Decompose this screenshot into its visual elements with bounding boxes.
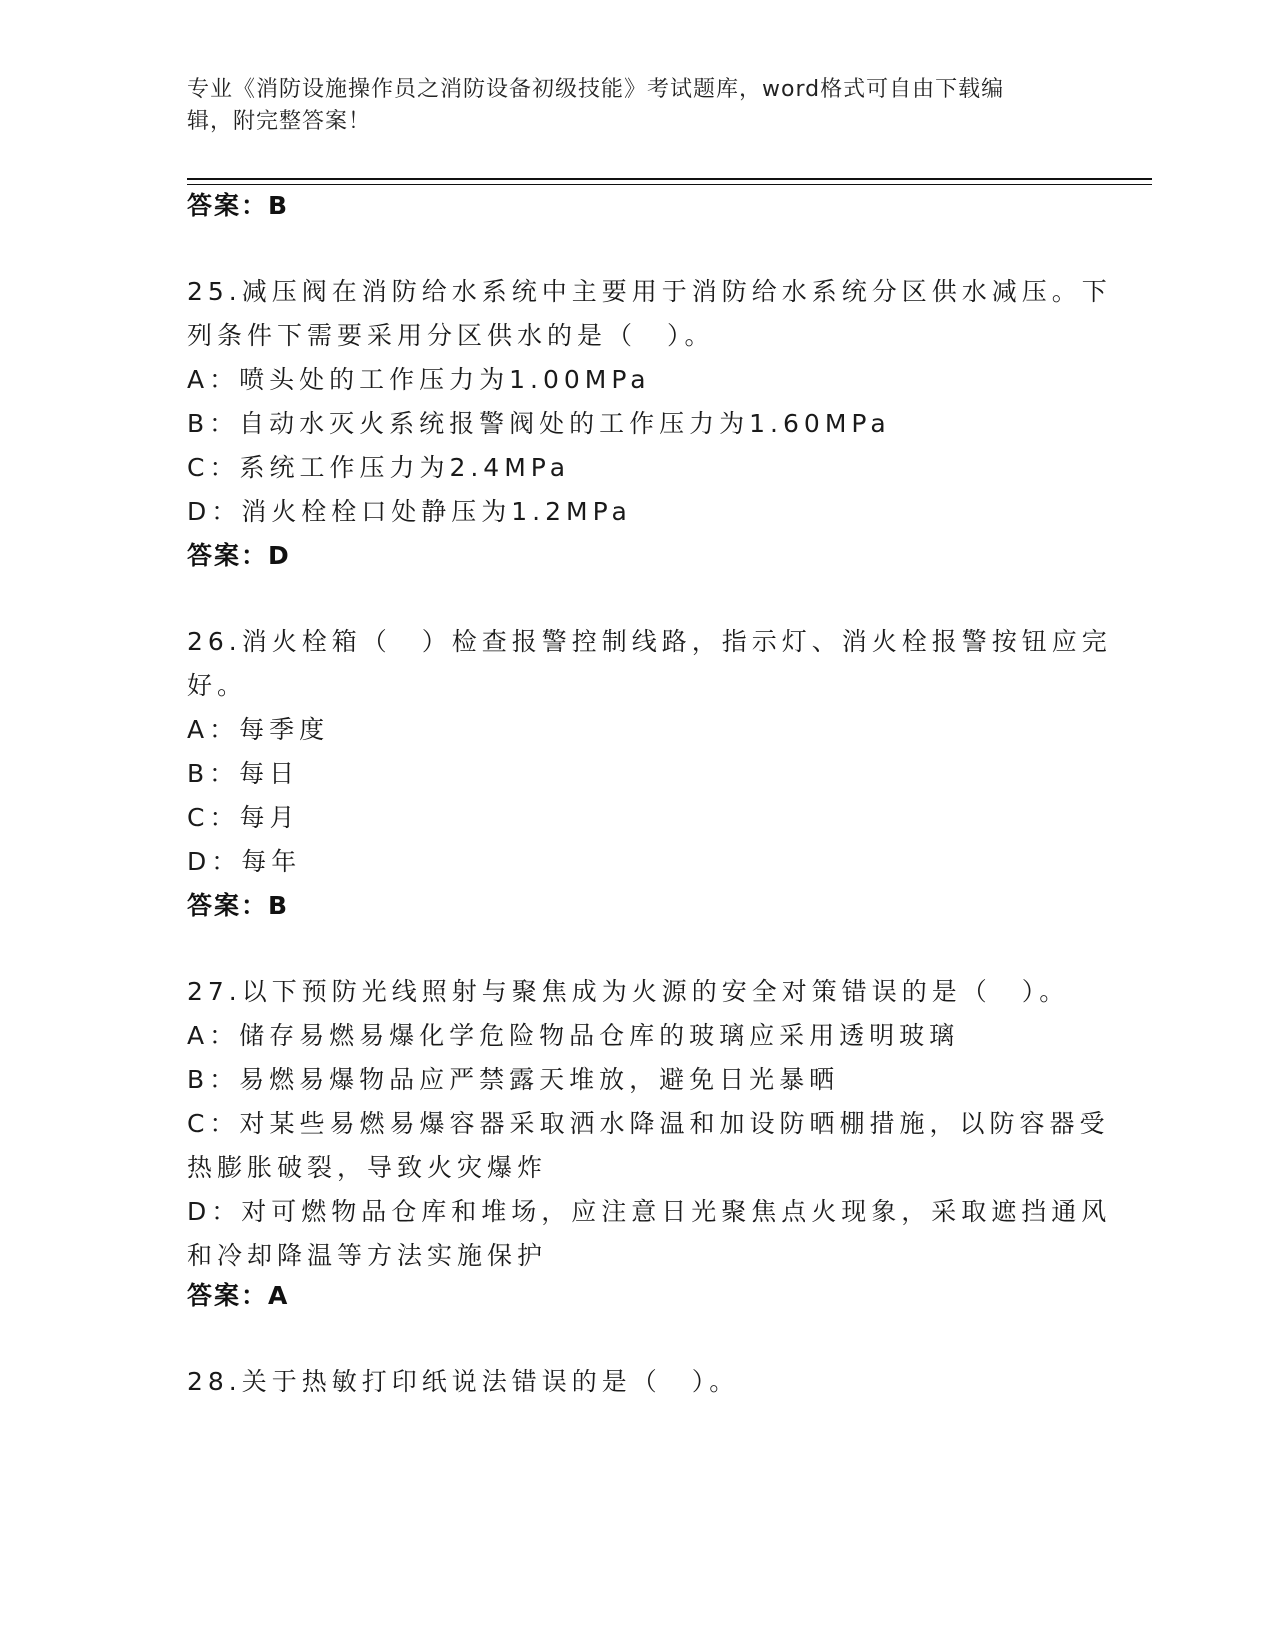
- question-25-stem-line-2: 列条件下需要采用分区供水的是（ ）。: [187, 321, 715, 350]
- question-26-stem-line-1: 26.消火栓箱（ ）检查报警控制线路，指示灯、消火栓报警按钮应完: [187, 627, 1112, 656]
- question-26-option-b: B：每日: [187, 759, 300, 788]
- question-28-stem-line-1: 28.关于热敏打印纸说法错误的是（ ）。: [187, 1367, 740, 1396]
- question-26-option-d: D：每年: [187, 847, 302, 876]
- question-27-option-a: A：储存易燃易爆化学危险物品仓库的玻璃应采用透明玻璃: [187, 1021, 960, 1050]
- question-26-stem-line-2: 好。: [187, 671, 248, 700]
- question-25-answer: 答案：D: [187, 541, 291, 570]
- question-27-option-d-line-2: 和冷却降温等方法实施保护: [187, 1241, 548, 1270]
- question-25-option-d: D：消火栓栓口处静压为1.2MPa: [187, 497, 632, 526]
- question-26-answer: 答案：B: [187, 891, 290, 920]
- question-27-option-b: B：易燃易爆物品应严禁露天堆放，避免日光暴晒: [187, 1065, 840, 1094]
- question-25-option-b: B：自动水灭火系统报警阀处的工作压力为1.60MPa: [187, 409, 891, 438]
- question-26-option-c: C：每月: [187, 803, 300, 832]
- answer-previous: 答案：B: [187, 191, 290, 220]
- question-27-stem-line-1: 27.以下预防光线照射与聚焦成为火源的安全对策错误的是（ ）。: [187, 977, 1070, 1006]
- question-27-answer: 答案：A: [187, 1281, 290, 1310]
- header-rule-thick: [187, 178, 1152, 180]
- header-line-2: 辑，附完整答案！: [187, 109, 372, 134]
- question-26-option-a: A：每季度: [187, 715, 330, 744]
- header-line-1: 专业《消防设施操作员之消防设备初级技能》考试题库，word格式可自由下载编: [187, 77, 1005, 102]
- question-27-option-c-line-2: 热膨胀破裂，导致火灾爆炸: [187, 1153, 548, 1182]
- document-header: [187, 74, 1067, 138]
- question-25-option-a: A：喷头处的工作压力为1.00MPa: [187, 365, 651, 394]
- question-27-option-d-line-1: D：对可燃物品仓库和堆场，应注意日光聚焦点火现象，采取遮挡通风: [187, 1197, 1112, 1226]
- question-25-option-c: C：系统工作压力为2.4MPa: [187, 453, 571, 482]
- question-25-stem-line-1: 25.减压阀在消防给水系统中主要用于消防给水系统分区供水减压。下: [187, 277, 1112, 306]
- question-27-option-c-line-1: C：对某些易燃易爆容器采取洒水降温和加设防晒棚措施，以防容器受: [187, 1109, 1110, 1138]
- header-rule-thin: [187, 184, 1152, 185]
